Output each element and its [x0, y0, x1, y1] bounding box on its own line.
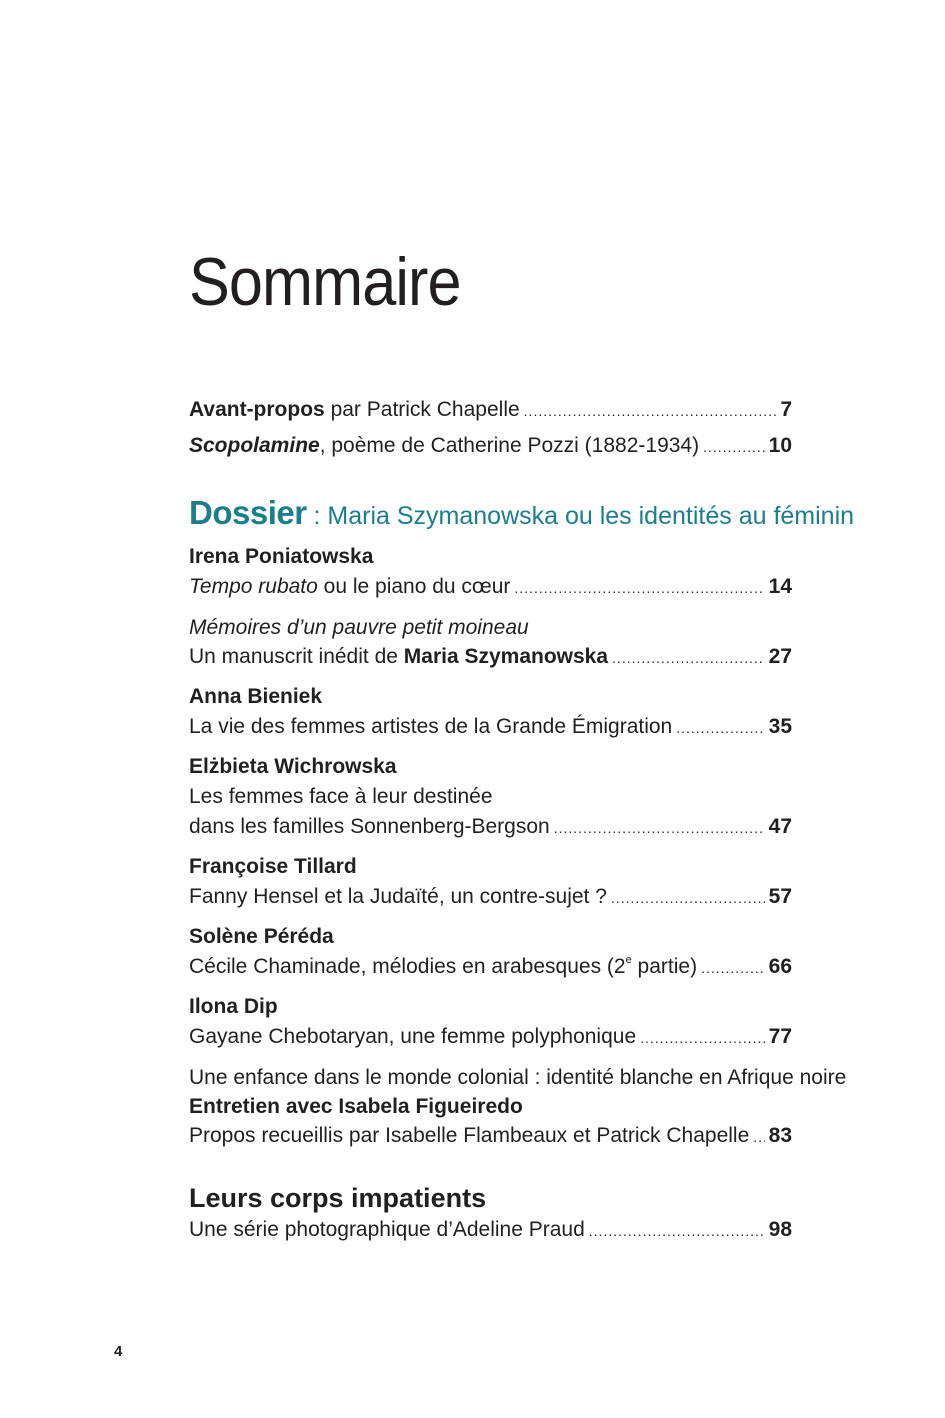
entry-text: La vie des femmes artistes de la Grande Émigration	[189, 715, 673, 738]
entry-text: Gayane Chebotaryan, une femme polyphonique	[189, 1025, 637, 1048]
page-ref: 10	[768, 434, 792, 457]
entry-bold-italic: Scopolamine	[189, 434, 320, 457]
article-author: Irena Poniatowska	[189, 545, 374, 568]
entry-text: Cécile Chaminade, mélodies en arabesques (2	[189, 955, 626, 978]
toc-entry-avant-propos[interactable]	[189, 394, 792, 426]
entry-text: , poème de Catherine Pozzi (1882-1934)	[319, 434, 700, 457]
entry-italic: Tempo rubato	[189, 575, 318, 598]
entry-bold: Maria Szymanowska	[403, 645, 609, 668]
toc-entry-sonnenberg[interactable]	[189, 811, 792, 843]
page-ref: 7	[780, 398, 792, 421]
superscript: e	[625, 954, 632, 966]
leader-dots	[589, 1215, 765, 1247]
page-ref: 66	[768, 955, 792, 978]
entry-bold: Avant-propos	[189, 398, 325, 421]
toc-entry-femmes-artistes[interactable]	[189, 711, 792, 743]
toc-entry-chebotaryan[interactable]	[189, 1021, 792, 1053]
leader-dots	[701, 952, 765, 984]
leader-dots	[554, 812, 765, 844]
toc-entry-chaminade[interactable]	[189, 951, 792, 983]
leader-dots	[611, 882, 765, 914]
entry-text: ou le piano du cœur	[317, 575, 511, 598]
leader-dots	[753, 1121, 764, 1153]
article-title-line: Les femmes face à leur destinée	[189, 785, 493, 808]
leader-dots	[524, 395, 777, 427]
dossier-label: Dossier	[189, 494, 307, 531]
page-ref: 77	[768, 1025, 792, 1048]
dossier-heading	[189, 493, 854, 540]
leader-dots	[612, 642, 765, 674]
entry-text: dans les familles Sonnenberg-Bergson	[189, 815, 550, 838]
page-ref: 57	[768, 885, 792, 908]
toc-entry-fanny-hensel[interactable]	[189, 881, 792, 913]
page-title: Sommaire	[189, 244, 461, 320]
page-ref: 27	[768, 645, 792, 668]
entry-text: Un manuscrit inédit de	[189, 645, 404, 668]
article-author: Ilona Dip	[189, 995, 278, 1018]
article-author: Solène Péréda	[189, 925, 334, 948]
article-title-line: Une enfance dans le monde colonial : identité blanche en Afrique noire	[189, 1066, 847, 1089]
article-title-line: Mémoires d’un pauvre petit moineau	[189, 616, 529, 639]
toc-entry-tempo-rubato[interactable]	[189, 571, 792, 603]
leader-dots	[640, 1022, 765, 1054]
leader-dots	[703, 431, 765, 463]
dossier-subtitle: : Maria Szymanowska ou les identités au féminin	[306, 502, 855, 530]
leader-dots	[514, 572, 764, 604]
entry-text: Fanny Hensel et la Judaïté, un contre-sujet ?	[189, 885, 607, 908]
article-author: Anna Bieniek	[189, 685, 323, 708]
toc-entry-entretien[interactable]	[189, 1120, 792, 1152]
page-ref: 83	[768, 1124, 792, 1147]
page-ref: 98	[768, 1218, 792, 1241]
entry-text: par Patrick Chapelle	[324, 398, 520, 421]
article-author: Françoise Tillard	[189, 855, 357, 878]
entry-text: Une série photographique d’Adeline Praud	[189, 1218, 585, 1241]
page-ref: 35	[768, 715, 792, 738]
section-heading: Leurs corps impatients	[189, 1183, 487, 1213]
article-author: Entretien avec Isabela Figueiredo	[189, 1095, 523, 1118]
toc-entry-scopolamine[interactable]	[189, 430, 792, 462]
toc-entry-photo-series[interactable]	[189, 1214, 792, 1246]
toc-entry-manuscrit[interactable]	[189, 641, 792, 673]
leader-dots	[676, 712, 764, 744]
article-author: Elżbieta Wichrowska	[189, 755, 397, 778]
entry-text: Propos recueillis par Isabelle Flambeaux et Patrick Chapelle	[189, 1124, 750, 1147]
page-ref: 47	[768, 815, 792, 838]
entry-text: partie)	[631, 955, 698, 978]
page-number: 4	[114, 1343, 123, 1360]
page-ref: 14	[768, 575, 792, 598]
